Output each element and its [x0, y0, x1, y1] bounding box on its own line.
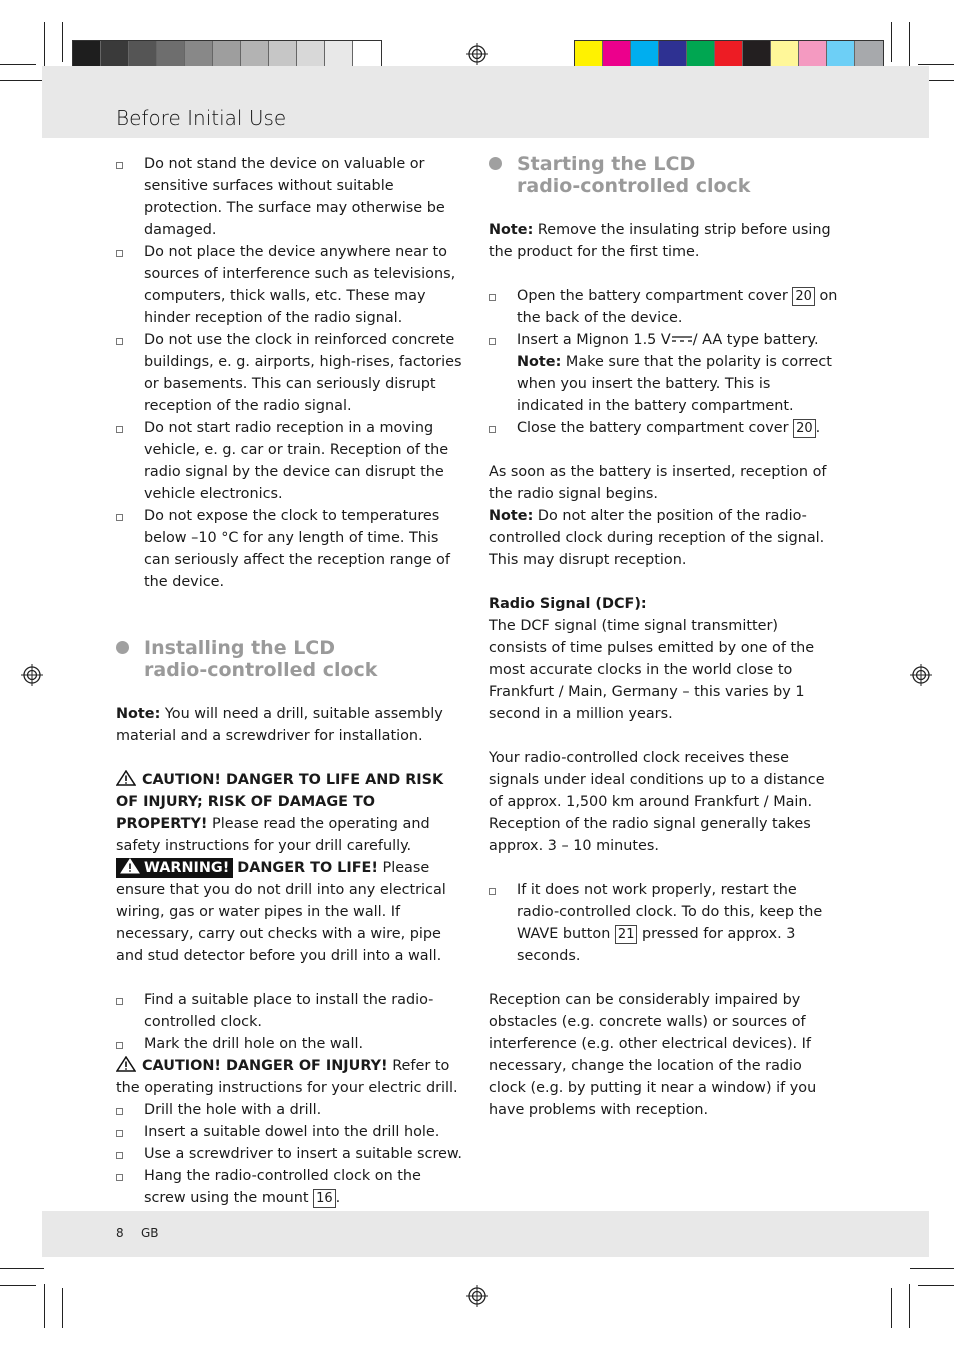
crop-mark	[0, 1268, 44, 1269]
paragraph: The DCF signal (time signal transmitter) consists of time pulses emitted by one of the most accurate clocks in the world close to Frankfurt / Main, Germany – this varies by 1 second in a million years.	[489, 618, 815, 722]
page-title: Before Initial Use	[116, 106, 287, 130]
crop-mark	[918, 64, 954, 65]
crop-mark	[0, 1285, 36, 1286]
paragraph: Reception can be considerably impaired by obstacles (e.g. concrete walls) or sources of interference (e.g. other electrical devices). If necessary, change the location of the radio clock (e.g. by putting it near a window) if you have problems with reception.	[489, 992, 817, 1118]
warning-triangle-icon	[116, 770, 136, 786]
registration-mark-icon	[910, 664, 932, 686]
checkbox-bullet-icon	[116, 1152, 123, 1159]
list-item: Find a suitable place to install the radio-controlled clock.	[116, 989, 466, 1033]
caution-injury: CAUTION! DANGER OF INJURY! Refer to the operating instructions for your electric drill.	[116, 1058, 458, 1096]
color-swatch	[743, 41, 771, 69]
direct-current-icon	[671, 335, 693, 343]
color-swatch	[325, 41, 353, 69]
crop-mark	[0, 80, 44, 81]
checkbox-bullet-icon	[116, 1130, 123, 1137]
color-swatch	[631, 41, 659, 69]
language-code: GB	[141, 1226, 159, 1240]
list-item: Close the battery compartment cover 20 .	[489, 417, 839, 439]
safety-list	[116, 153, 466, 593]
list-item: Open the battery compartment cover 20 on the back of the device.	[489, 285, 839, 329]
crop-mark	[891, 1288, 892, 1328]
reception-note: Note: Do not alter the position of the radio-controlled clock during reception of the signal. This may disrupt reception.	[489, 508, 825, 568]
color-swatch	[659, 41, 687, 69]
checkbox-bullet-icon	[116, 250, 123, 257]
list-item: Drill the hole with a drill.	[116, 1099, 466, 1121]
start-note: Note: Remove the insulating strip before using the product for the first time.	[489, 222, 831, 260]
part-reference: 16	[313, 1189, 336, 1208]
color-swatch	[603, 41, 631, 69]
registration-mark-icon	[466, 1285, 488, 1307]
checkbox-bullet-icon	[116, 998, 123, 1005]
list-item: Mark the drill hole on the wall.	[116, 1033, 466, 1055]
list-item: Do not start radio reception in a moving vehicle, e. g. car or train. Reception of the radio signal by the device can disrupt the vehicle electronics.	[116, 417, 466, 505]
list-item: Use a screwdriver to insert a suitable screw.	[116, 1143, 466, 1165]
checkbox-bullet-icon	[489, 888, 496, 895]
list-item: Insert a Mignon 1.5 V / AA type battery. Note: Make sure that the polarity is correct when you insert the battery. This is indicated in the battery compartment.	[489, 329, 839, 417]
checkbox-bullet-icon	[116, 1108, 123, 1115]
checkbox-bullet-icon	[116, 162, 123, 169]
footer-band	[42, 1211, 929, 1257]
crop-mark	[62, 1288, 63, 1328]
warning-triangle-icon	[116, 1056, 136, 1072]
color-swatch	[297, 41, 325, 69]
crop-mark	[44, 1284, 45, 1328]
page-number: 8	[116, 1226, 124, 1240]
crop-mark	[62, 22, 63, 62]
color-swatch	[73, 41, 101, 69]
left-column	[116, 153, 466, 1209]
danger-warning: WARNING! DANGER TO LIFE! Please ensure that you do not drill into any electrical wiring, gas or water pipes in the wall. If necessary, carry out checks with a wire, pipe and stud detector before you drill into a wall.	[116, 860, 446, 964]
registration-mark-icon	[21, 664, 43, 686]
checkbox-bullet-icon	[116, 514, 123, 521]
warning-triangle-icon	[120, 858, 140, 874]
color-swatch	[715, 41, 743, 69]
color-swatch	[213, 41, 241, 69]
checkbox-bullet-icon	[116, 338, 123, 345]
crop-mark	[909, 1284, 910, 1328]
part-reference: 20	[793, 419, 816, 438]
part-reference: 21	[615, 925, 638, 944]
section-heading-installing: Installing the LCD radio-controlled clock	[116, 637, 466, 681]
color-swatch	[827, 41, 855, 69]
crop-mark	[891, 22, 892, 62]
list-item: Do not place the device anywhere near to sources of interference such as televisions, computers, thick walls, etc. These may hinder reception of the radio signal.	[116, 241, 466, 329]
list-item: Hang the radio-controlled clock on the screw using the mount 16 .	[116, 1165, 466, 1209]
color-swatch	[353, 41, 381, 69]
checkbox-bullet-icon	[489, 294, 496, 301]
section-heading-starting: Starting the LCD radio-controlled clock	[489, 153, 839, 197]
color-swatch	[771, 41, 799, 69]
crop-mark	[918, 1285, 954, 1286]
color-swatch	[101, 41, 129, 69]
caution-property: CAUTION! DANGER TO LIFE AND RISK OF INJURY; RISK OF DAMAGE TO PROPERTY! Please read the operating and safety instructions for your drill carefully.	[116, 772, 444, 854]
crop-mark	[909, 22, 910, 66]
part-reference: 20	[792, 287, 815, 306]
color-swatch	[575, 41, 603, 69]
paragraph: As soon as the battery is inserted, reception of the radio signal begins.	[489, 464, 827, 502]
color-swatch	[855, 41, 883, 69]
color-swatch	[241, 41, 269, 69]
list-item: Do not stand the device on valuable or sensitive surfaces without suitable protection. The surface may otherwise be damaged.	[116, 153, 466, 241]
dcf-heading: Radio Signal (DCF):	[489, 596, 647, 612]
checkbox-bullet-icon	[489, 426, 496, 433]
list-item: If it does not work properly, restart the radio-controlled clock. To do this, keep the WAVE button 21 pressed for approx. 3 seconds.	[489, 879, 839, 967]
list-item: Do not expose the clock to temperatures below –10 °C for any length of time. This can seriously affect the reception range of the device.	[116, 505, 466, 593]
color-swatch	[185, 41, 213, 69]
list-item: Do not use the clock in reinforced concrete buildings, e. g. airports, high-rises, factories or basements. This can seriously disrupt reception of the radio signal.	[116, 329, 466, 417]
checkbox-bullet-icon	[116, 1042, 123, 1049]
color-swatch	[269, 41, 297, 69]
heading-bullet-icon	[116, 641, 129, 654]
registration-mark-icon	[466, 43, 488, 65]
list-item: Insert a suitable dowel into the drill hole.	[116, 1121, 466, 1143]
crop-mark	[44, 22, 45, 66]
crop-mark	[0, 64, 36, 65]
color-swatch	[129, 41, 157, 69]
checkbox-bullet-icon	[116, 1174, 123, 1181]
paragraph: Your radio-controlled clock receives these signals under ideal conditions up to a distance of approx. 1,500 km around Frankfurt / Main. Reception of the radio signal generally takes approx. 3 – 10 minutes.	[489, 750, 825, 854]
color-swatch	[687, 41, 715, 69]
install-note: Note: You will need a drill, suitable assembly material and a screwdriver for installation.	[116, 706, 443, 744]
crop-mark	[910, 1268, 954, 1269]
color-swatch	[157, 41, 185, 69]
heading-bullet-icon	[489, 157, 502, 170]
checkbox-bullet-icon	[489, 338, 496, 345]
checkbox-bullet-icon	[116, 426, 123, 433]
warning-badge: WARNING!	[116, 858, 233, 878]
right-column	[489, 153, 839, 1121]
color-swatch	[799, 41, 827, 69]
